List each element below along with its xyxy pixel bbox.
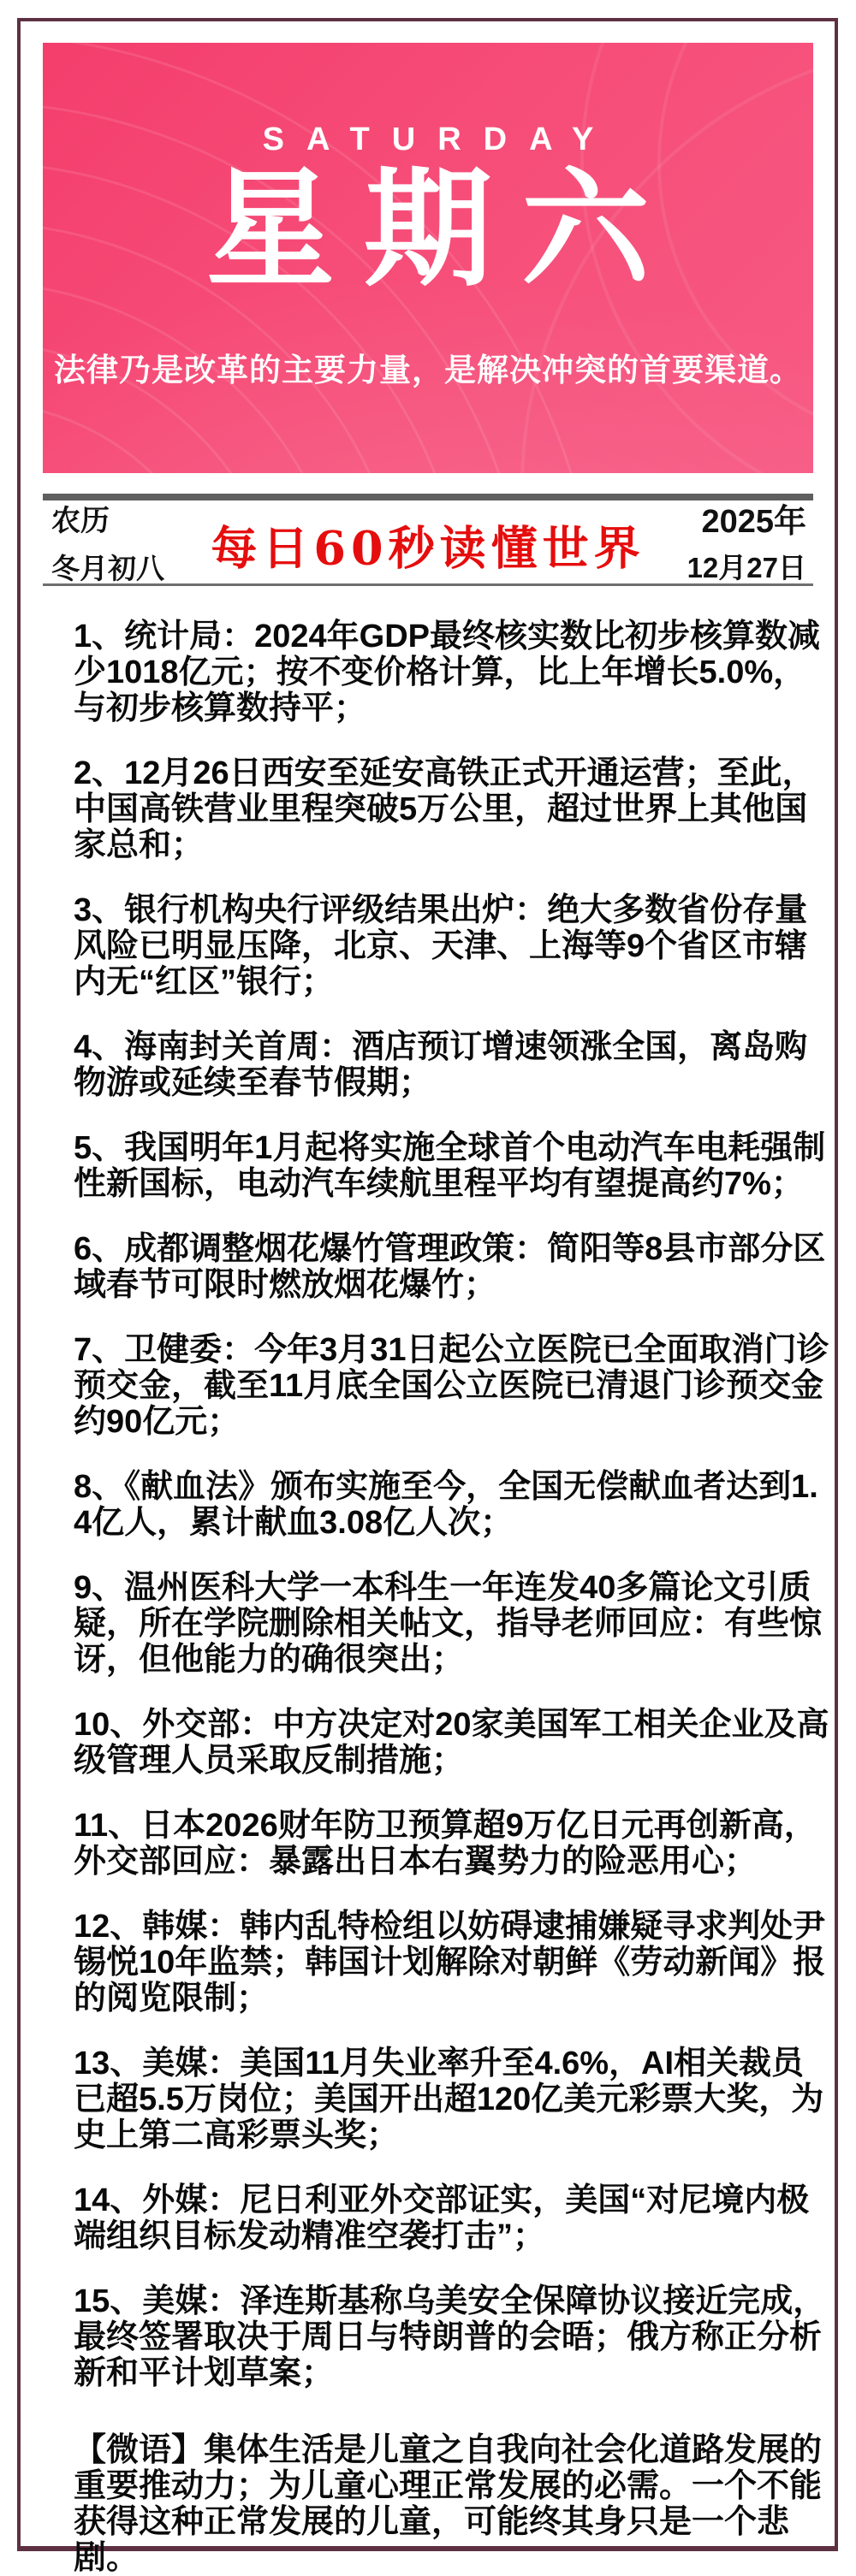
gregorian-year: 2025年 — [701, 504, 806, 540]
news-item-11: 11、日本2026财年防卫预算超9万亿日元再创新高，外交部回应：暴露出日本右翼势力的险恶用心； — [74, 1808, 817, 1880]
news-item-5: 5、我国明年1月起将实施全球首个电动汽车电耗强制性新国标，电动汽车续航里程平均有望提高约7%； — [74, 1130, 826, 1202]
news-item-4: 4、海南封关首周：酒店预订增速领涨全国，离岛购物游或延续至春节假期； — [74, 1029, 808, 1101]
news-item-15: 15、美媒：泽连斯基称乌美安全保障协议接近完成，最终签署取决于周日与特朗普的会晤；俄方称正分析新和平计划草案； — [74, 2283, 826, 2391]
news-item-3: 3、银行机构央行评级结果出炉：绝大多数省份存量风险已明显压降，北京、天津、上海等9个省区市辖内无“红区”银行； — [74, 892, 808, 1000]
weekday-banner — [43, 43, 813, 473]
news-item-6: 6、成都调整烟花爆竹管理政策：简阳等8县市部分区域春节可限时燃放烟花爆竹； — [74, 1231, 826, 1303]
news-item-14: 14、外媒：尼日利亚外交部证实，美国“对尼境内极端组织目标发动精准空袭打击”； — [74, 2182, 810, 2254]
news-item-9: 9、温州医科大学一本科生一年连发40多篇论文引质疑，所在学院删除相关帖文，指导老师回应：有些惊讶，但他能力的确很突出； — [74, 1570, 823, 1678]
lunar-calendar-label: 农历 — [51, 505, 110, 537]
weekday-chinese: 星期六 — [205, 154, 679, 305]
lunar-date: 冬月初八 — [51, 553, 164, 584]
news-item-10: 10、外交部：中方决定对20家美国军工相关企业及高级管理人员采取反制措施； — [74, 1707, 829, 1779]
gregorian-date: 12月27日 — [687, 552, 806, 583]
news-item-2: 2、12月26日西安至延安高铁正式开通运营；至此，中国高铁营业里程突破5万公里，超过世界上其他国家总和； — [74, 755, 815, 863]
banner-quote: 法律乃是改革的主要力量，是解决冲突的首要渠道。 — [54, 352, 802, 388]
page-border — [17, 18, 838, 2576]
news-item-12: 12、韩媒：韩内乱特检组以妨碍逮捕嫌疑寻求判处尹锡悦10年监禁；韩国计划解除对朝鲜《劳动新闻》报的阅览限制； — [74, 1909, 826, 2016]
weiyu-quote: 【微语】集体生活是儿童之自我向社会化道路发展的重要推动力；为儿童心理正常发展的必需。一个不能获得这种正常发展的儿童，可能终其身只是一个悲剧。 — [74, 2432, 823, 2576]
news-item-13: 13、美媒：美国11月失业率升至4.6%，AI相关裁员已超5.5万岗位；美国开出超120亿美元彩票大奖，为史上第二高彩票头奖； — [74, 2046, 824, 2153]
news-item-7: 7、卫健委：今年3月31日起公立医院已全面取消门诊预交金，截至11月底全国公立医院已清退门诊预交金约90亿元； — [74, 1332, 829, 1440]
page-title: 每日60秒读懂世界 — [211, 520, 645, 576]
date-bar — [43, 494, 813, 586]
weekday-english: SATURDAY — [262, 121, 616, 157]
news-item-1: 1、统计局：2024年GDP最终核实数比初步核算数减少1018亿元；按不变价格计算，比上年增长5.0%，与初步核算数持平； — [74, 619, 821, 726]
news-item-8: 8、《献血法》颁布实施至今，全国无偿献血者达到1.4亿人，累计献血3.08亿人次； — [74, 1469, 818, 1541]
news-list — [74, 619, 831, 2576]
